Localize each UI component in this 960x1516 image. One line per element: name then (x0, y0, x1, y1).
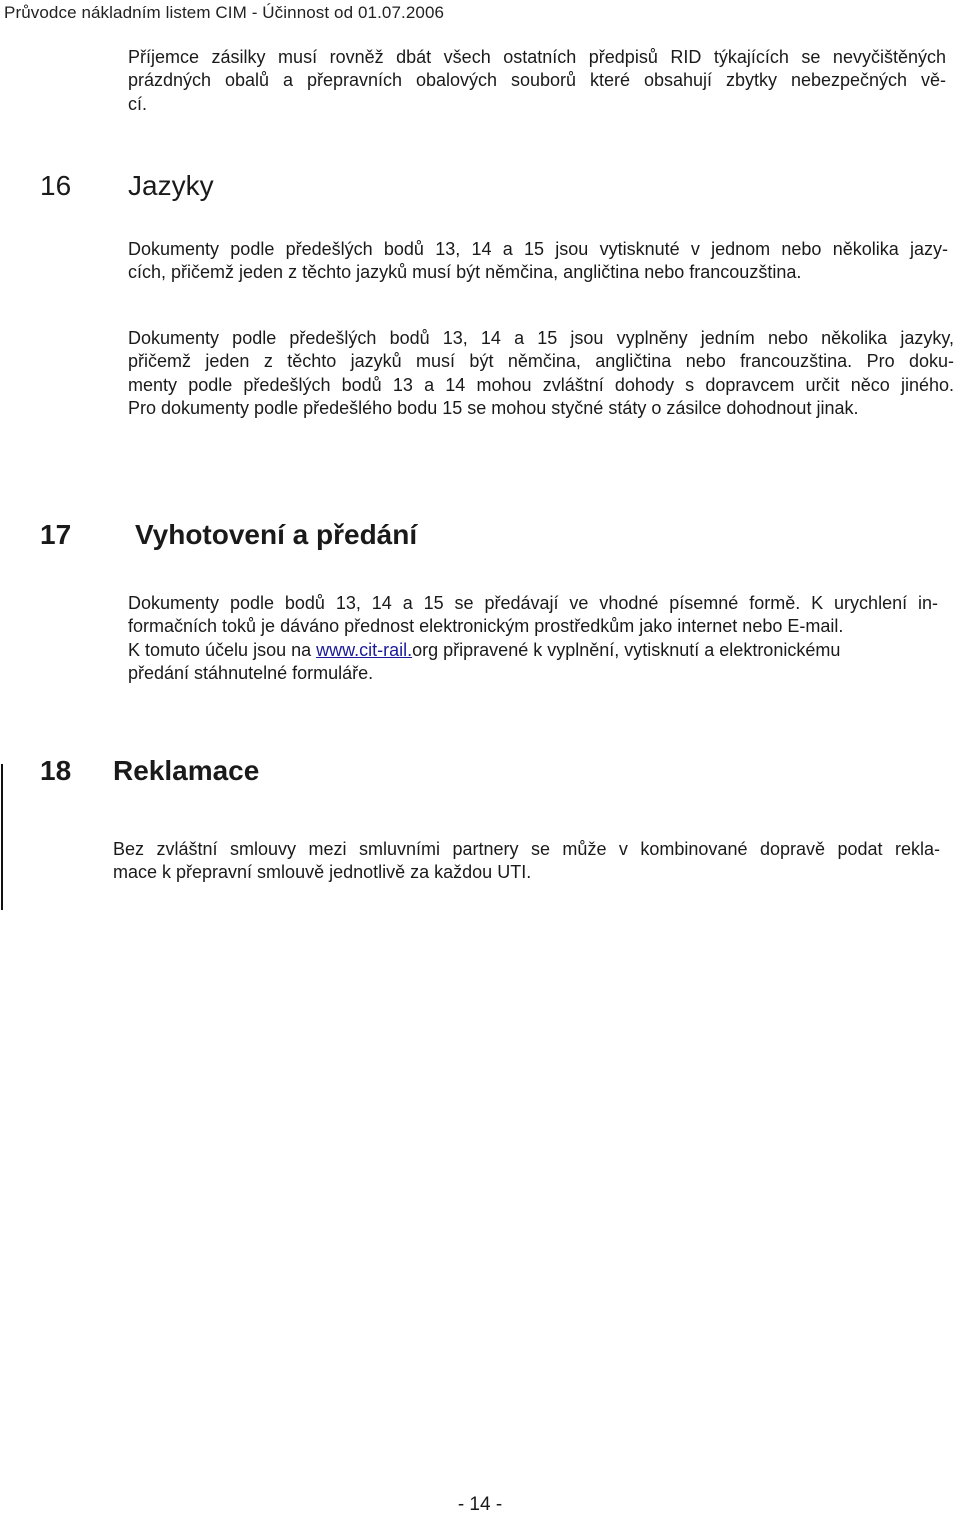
link-text[interactable]: cit-rail. (359, 639, 413, 660)
text-line (128, 639, 938, 662)
section-heading-18 (40, 755, 440, 791)
text-line: Bez zvláštní smlouvy mezi smluvními partnery se může v kombinované dopravě podat rekla- (113, 839, 940, 859)
section16-paragraph-1 (128, 238, 948, 285)
text-line: formačních toků je dáváno přednost elektronickým prostředkům jako internet nebo E-mail. (128, 616, 844, 637)
section17-paragraph (128, 592, 938, 685)
section18-paragraph (113, 838, 940, 885)
section-title: Vyhotovení a předání (135, 519, 418, 550)
link-text[interactable]: www. (316, 639, 360, 660)
change-bar (1, 764, 3, 910)
section-number: 18 (40, 755, 72, 786)
cit-rail-link[interactable] (316, 640, 412, 660)
text-segment: K tomuto účelu jsou na (128, 639, 317, 660)
text-line: prázdných obalů a přepravních obalových souborů které obsahují zbytky nebezpečných vě- (128, 70, 946, 91)
section-number: 17 (40, 519, 72, 550)
text-line: Dokumenty podle předešlých bodů 13, 14 a 15 jsou vytisknuté v jednom nebo několika jazy- (128, 239, 948, 259)
section-number: 16 (40, 170, 72, 201)
section-title: Jazyky (128, 170, 214, 201)
text-line: předání stáhnutelné formuláře. (128, 662, 374, 683)
text-line: Dokumenty podle předešlých bodů 13, 14 a 15 jsou vyplněny jedním nebo několika jazyky, (128, 328, 954, 348)
text-line: Dokumenty podle bodů 13, 14 a 15 se předávají ve vhodné písemné formě. K urychlení in- (128, 593, 938, 613)
section-heading-17 (40, 519, 540, 555)
text-line: cích, přičemž jeden z těchto jazyků musí být němčina, angličtina nebo francouzština. (128, 262, 802, 283)
section16-paragraph-2 (128, 327, 954, 420)
document-header: Průvodce nákladním listem CIM - Účinnost od 01.07.2006 (4, 3, 445, 22)
intro-paragraph (128, 46, 946, 116)
page-number: - 14 - (457, 1494, 503, 1515)
text-segment: připravené k vyplnění, vytisknutí a elektronickému (438, 639, 841, 660)
text-line: mace k přepravní smlouvě jednotlivě za každou UTI. (113, 862, 532, 883)
text-line: menty podle předešlých bodů 13 a 14 mohou zvláštní dohody s dopravcem určit něco jiného. (128, 374, 954, 395)
text-line: Příjemce zásilky musí rovněž dbát všech ostatních předpisů RID týkajících se nevyčištěných (128, 47, 946, 67)
section-heading-16 (40, 170, 440, 206)
section-title: Reklamace (113, 755, 260, 786)
text-line: přičemž jeden z těchto jazyků musí být němčina, angličtina nebo francouzština. Pro doku- (128, 351, 954, 372)
text-line: cí. (128, 93, 148, 114)
text-line: Pro dokumenty podle předešlého bodu 15 se mohou styčné státy o zásilce dohodnout jinak. (128, 397, 859, 418)
link-suffix[interactable]: org (412, 639, 439, 660)
